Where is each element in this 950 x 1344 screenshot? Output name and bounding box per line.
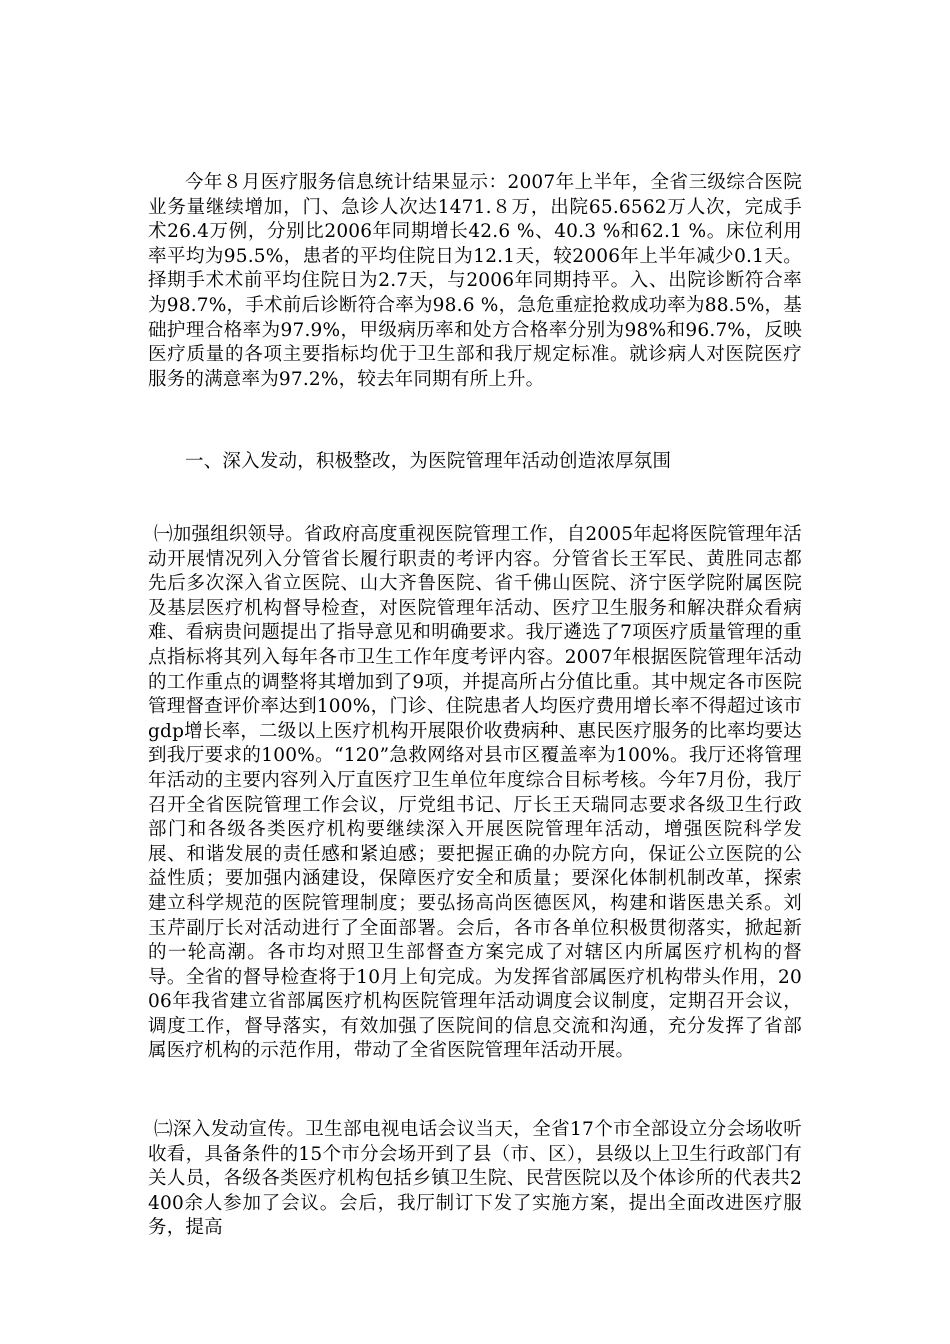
paragraph-publicity-mobilization: ㈡深入发动宣传。卫生部电视电话会议当天，全省17个市全部设立分会场收听收看，具备条件的15个市分会场开到了县（市、区），县级以上卫生行政部门有关人员，各级各类医疗机构包括乡镇卫生院、民营医院以及个体诊所的代表共2400余人参加了会议。会后，我厅制订下发了实施方案，提出全面改进医疗服务，提高 [148,1119,802,1239]
section-heading-one: 一、深入发动，积极整改，为医院管理年活动创造浓厚氛围 [185,451,672,472]
paragraph-organization-leadership: ㈠加强组织领导。省政府高度重视医院管理工作，自2005年起将医院管理年活动开展情况列入分管省长履行职责的考评内容。分管省长王军民、黄胜同志都先后多次深入省立医院、山大齐鲁医院、省千佛山医院、济宁医学院附属医院及基层医疗机构督导检查，对医院管理年活动、医疗卫生服务和解决群众看病难、看病贵问题提出了指导意见和明确要求。我厅遴选了7项医疗质量管理的重点指标将其列入每年各市卫生工作年度考评内容。2007年根据医院管理年活动的工作重点的调整将其增加到了9项，并提高所占分值比重。其中规定各市医院管理督查评价率达到100%，门诊、住院患者人均医疗费用增长率不得超过该市gdp增长率，二级以上医疗机构开展限价收费病种、惠民医疗服务的比率均要达到我厅要求的100%。“120”急救网络对县市区覆盖率为100%。我厅还将管理年活动的主要内容列入厅直医疗卫生单位年度综合目标考核。今年7月份，我厅召开全省医院管理工作会议，厅党组书记、厅长王天瑞同志要求各级卫生行政部门和各级各类医疗机构要继续深入开展医院管理年活动，增强医院科学发展、和谐发展的责任感和紧迫感；要把握正确的办院方向，保证公立医院的公益性质；要加强内涵建设，保障医疗安全和质量；要深化体制机制改革，探索建立科学规范的医院管理制度；要弘扬高尚医德医风，构建和谐医患关系。刘玉芹副厅长对活动进行了全面部署。会后，各市各单位积极贯彻落实，掀起新的一轮高潮。各市均对照卫生部督查方案完成了对辖区内所属医疗机构的督导。全省的督导检查将于10月上旬完成。为发挥省部属医疗机构带头作用，2006年我省建立省部属医疗机构医院管理年活动调度会议制度，定期召开会议，调度工作，督导落实，有效加强了医院间的信息交流和沟通，充分发挥了省部属医疗机构的示范作用，带动了全省医院管理年活动开展。 [148,524,802,1062]
document-page [148,0,802,1344]
paragraph-statistics-summary: 今年８月医疗服务信息统计结果显示：2007年上半年，全省三级综合医院业务量继续增加，门、急诊人次达1471.８万，出院65.6562万人次，完成手术26.4万例，分别比2006年同期增长42.6 %、40.3 %和62.1 %。床位利用率平均为95.5%，患者的平均住院日为12.1天，较2006年上半年减少0.1天。择期手术术前平均住院日为2.7天，与2006年同期持平。入、出院诊断符合率为98.7%，手术前后诊断符合率为98.6 %，急危重症抢救成功率为88.5%，基础护理合格率为97.9%，甲级病历率和处方合格率分别为98%和96.7%，反映医疗质量的各项主要指标均优于卫生部和我厅规定标准。就诊病人对医院医疗服务的满意率为97.2%，较去年同期有所上升。 [148,172,802,390]
